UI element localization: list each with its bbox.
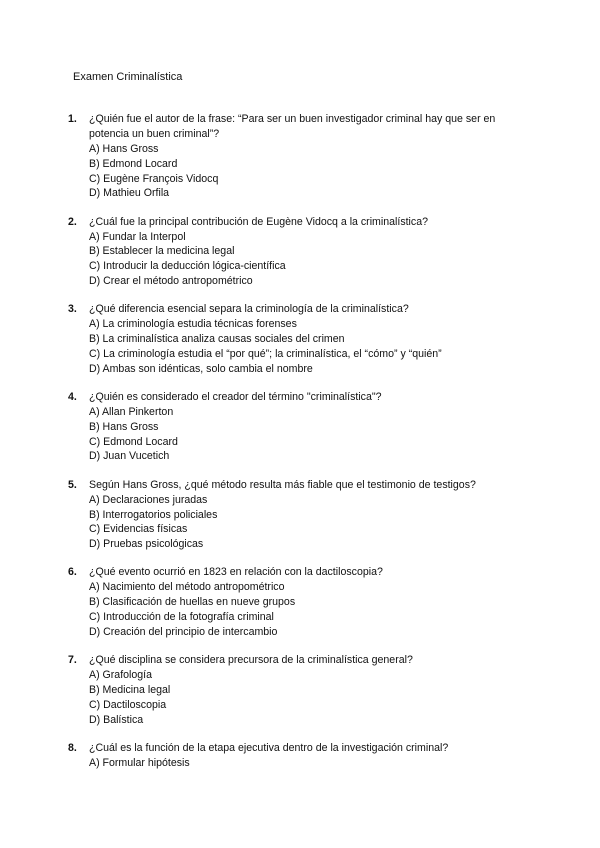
answer-options xyxy=(0,493,600,552)
answer-option: A) Allan Pinkerton xyxy=(89,406,174,419)
answer-options xyxy=(0,580,600,639)
answer-option: A) Declaraciones juradas xyxy=(89,493,208,506)
answer-option: D) Mathieu Orfila xyxy=(89,187,170,200)
answer-option: A) Grafología xyxy=(89,669,153,682)
question-number: 6. xyxy=(68,566,77,579)
answer-option: C) Dactiloscopia xyxy=(89,698,167,711)
answer-option: C) Introducir la deducción lógica-científica xyxy=(89,260,286,273)
answer-option: D) Ambas son idénticas, solo cambia el nombre xyxy=(89,362,313,375)
question-text: ¿Quién fue el autor de la frase: “Para ser un buen investigador criminal hay que ser en potencia un buen criminal”? xyxy=(89,113,496,140)
question-text: ¿Qué diferencia esencial separa la criminología de la criminalística? xyxy=(89,303,409,316)
answer-option: B) Establecer la medicina legal xyxy=(89,245,235,258)
answer-option: C) Edmond Locard xyxy=(89,435,178,448)
answer-option: A) Formular hipótesis xyxy=(89,756,190,769)
question-text: ¿Qué evento ocurrió en 1823 en relación con la dactiloscopia? xyxy=(89,566,383,579)
question-number: 1. xyxy=(68,113,77,125)
answer-option: A) Nacimiento del método antropométrico xyxy=(89,581,285,594)
question-text: ¿Cuál fue la principal contribución de Eugène Vidocq a la criminalística? xyxy=(89,215,428,228)
answer-option: B) Edmond Locard xyxy=(89,157,178,170)
answer-option: A) Fundar la Interpol xyxy=(89,230,186,243)
answer-option: C) Evidencias físicas xyxy=(89,523,188,536)
question-number: 3. xyxy=(68,303,77,316)
answer-option: D) Juan Vucetich xyxy=(89,450,170,463)
question-text: ¿Quién es considerado el creador del término "criminalística"? xyxy=(89,391,382,404)
answer-option: B) Interrogatorios policiales xyxy=(89,508,218,521)
question-1 xyxy=(0,112,600,201)
answer-options xyxy=(0,317,600,376)
answer-options xyxy=(0,668,600,727)
question-7 xyxy=(0,653,600,727)
question-number: 4. xyxy=(68,391,77,404)
question-4 xyxy=(0,390,600,464)
answer-options xyxy=(0,230,600,289)
answer-options xyxy=(0,142,600,201)
document-title: Examen Criminalística xyxy=(73,71,183,83)
question-8 xyxy=(0,741,600,771)
answer-option: D) Pruebas psicológicas xyxy=(89,538,204,551)
answer-option: D) Crear el método antropométrico xyxy=(89,275,253,288)
answer-option: B) Clasificación de huellas en nueve grupos xyxy=(89,596,296,609)
answer-option: C) Eugène François Vidocq xyxy=(89,172,219,185)
answer-option: B) Medicina legal xyxy=(89,683,171,696)
question-2 xyxy=(0,215,600,289)
answer-option: B) Hans Gross xyxy=(89,420,159,433)
question-3 xyxy=(0,302,600,376)
answer-option: C) La criminología estudia el “por qué”; la criminalística, el “cómo” y “quién” xyxy=(89,347,442,360)
answer-options xyxy=(0,756,600,771)
question-number: 7. xyxy=(68,654,77,667)
answer-option: A) La criminología estudia técnicas forenses xyxy=(89,318,297,331)
question-text: Según Hans Gross, ¿qué método resulta más fiable que el testimonio de testigos? xyxy=(89,478,476,491)
answer-options xyxy=(0,405,600,464)
answer-option: D) Creación del principio de intercambio xyxy=(89,625,278,638)
question-text: ¿Cuál es la función de la etapa ejecutiva dentro de la investigación criminal? xyxy=(89,741,449,754)
answer-option: C) Introducción de la fotografía criminal xyxy=(89,611,274,624)
question-number: 8. xyxy=(68,741,77,754)
question-text: ¿Qué disciplina se considera precursora de la criminalística general? xyxy=(89,654,413,667)
question-number: 2. xyxy=(68,215,77,228)
answer-option: D) Balística xyxy=(89,713,144,726)
question-5 xyxy=(0,478,600,552)
question-list xyxy=(0,112,600,784)
question-number: 5. xyxy=(68,478,77,491)
question-6 xyxy=(0,565,600,639)
answer-option: A) Hans Gross xyxy=(89,143,159,155)
answer-option: B) La criminalística analiza causas sociales del crimen xyxy=(89,333,345,346)
